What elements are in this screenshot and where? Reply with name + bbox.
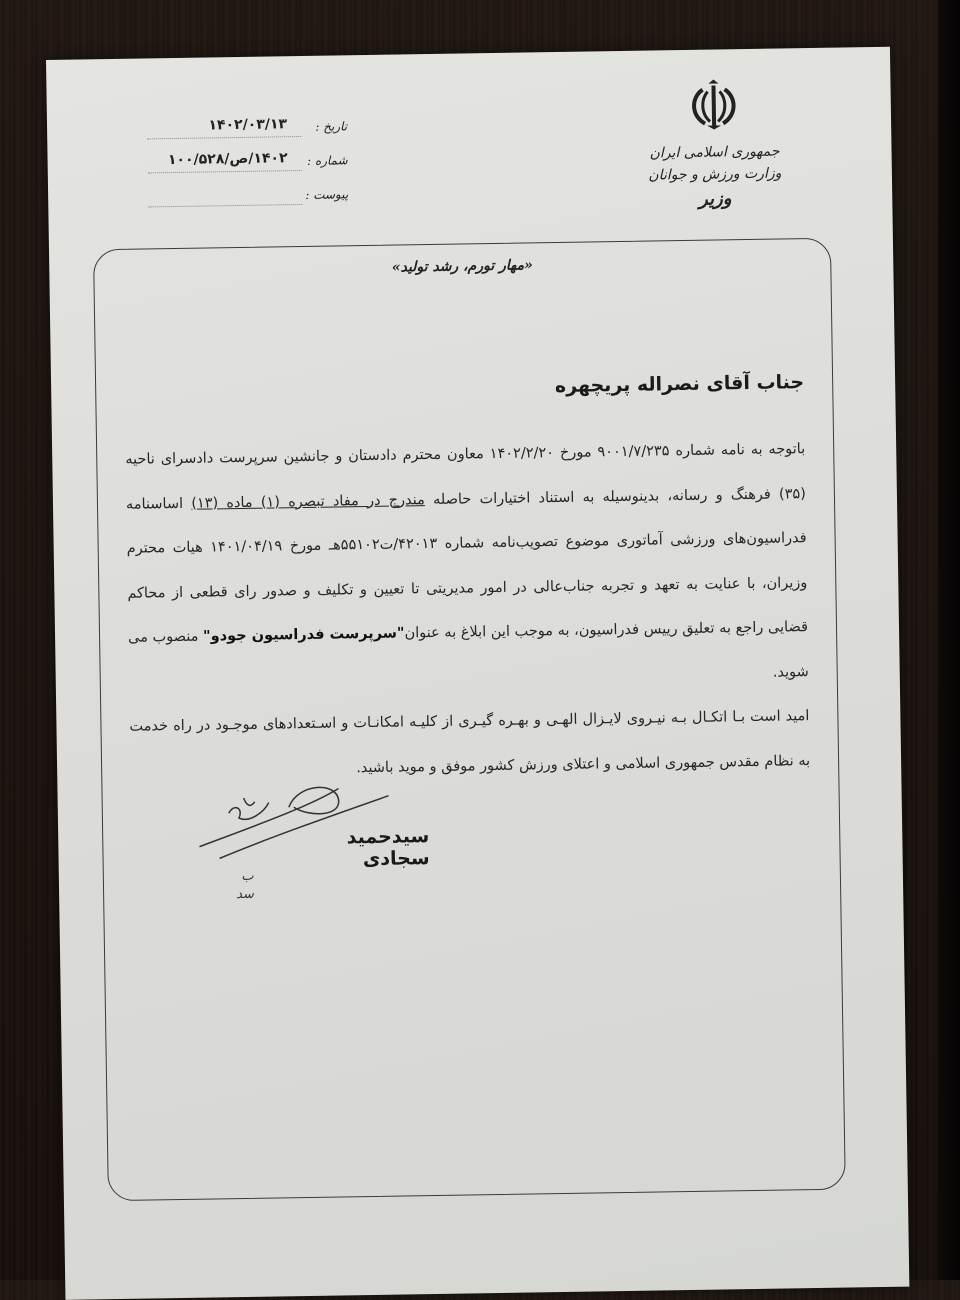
ministry-name: وزارت ورزش و جوانان: [648, 165, 782, 184]
signer-name: سیدحمید سجادی: [346, 825, 430, 871]
signature-block: [188, 775, 430, 939]
number-label: شماره :: [306, 153, 348, 168]
paragraph-appointment: [125, 427, 809, 705]
office-title: وزیر: [698, 188, 732, 210]
number-value: ۱۴۰۲/ص/۱۰۰/۵۲۸: [167, 150, 288, 169]
paragraph-closing: امید است بـا اتکـال بـه نیـروی لایـزال الهـی و بهـره گیـری از کلیـه امکانـات و اسـتعدادهای موجـود در راه خدمت به نظام مقدس جمهوری اسلامی و اعتلای ورزش کشور موفق و موید باشید.: [129, 708, 811, 776]
date-value: ۱۴۰۲/۰۳/۱۳: [208, 116, 288, 134]
initials-line-2: سد: [236, 886, 254, 903]
paragraph-1-text-c: منصوب می شوید.: [127, 628, 809, 681]
attachment-row: [148, 183, 349, 220]
underlined-clause: مندرج در مفاد تبصره (۱) ماده (۱۳): [191, 491, 425, 512]
date-dotted-line: [147, 136, 301, 139]
number-dotted-line: [148, 170, 302, 173]
number-row: [147, 149, 348, 186]
letter-paper: [46, 47, 909, 1300]
letter-body-frame: [93, 238, 846, 1201]
appointed-position: "سرپرست فدراسیون جودو": [202, 625, 405, 645]
country-name: جمهوری اسلامی ایران: [649, 143, 780, 162]
letterhead: [638, 78, 790, 214]
initials-line-1: ب: [241, 868, 254, 885]
paragraph-1-text-a: باتوجه به نامه شماره ۹۰۰۱/۷/۲۳۵ مورخ ۱۴۰۲/۲/۲۰ معاون محترم دادستان و جانشین سرپرست دادسرای ناحیه (۳۵) فرهنگ و رسانه، بدینوسیله به استناد اختیارات حاصله: [125, 441, 807, 508]
iran-emblem-icon: [688, 79, 739, 132]
handwritten-initials: [236, 868, 254, 904]
addressee: جناب آقای نصراله پریچهره: [554, 371, 805, 398]
paragraph-1-text-b: اساسنامه فدراسیون‌های ورزشی آماتوری موضوع تصویب‌نامه شماره ۴۲۰۱۳/ت۵۵۱۰۲هـ مورخ ۱۴۰۱/۰۴/۱۹ هیات محترم وزیران، با عنایت به تعهد و تجربه جناب‌عالی در امور مدیریتی تا تعیین و تکلیف و صدور رای قطعی از محاکم قضایی راجع به تعلیق رییس فدراسیون، به موجب این ابلاغ به عنوان: [125, 495, 809, 642]
date-label: تاریخ :: [315, 119, 348, 134]
letter-meta: [147, 115, 349, 220]
attachment-label: پیوست :: [305, 187, 349, 202]
date-row: [147, 115, 348, 152]
attachment-dotted-line: [148, 204, 302, 207]
wood-table-edge: [938, 0, 960, 1280]
letter-body: [125, 427, 811, 794]
slogan: «مهار تورم، رشد تولید»: [391, 257, 533, 276]
